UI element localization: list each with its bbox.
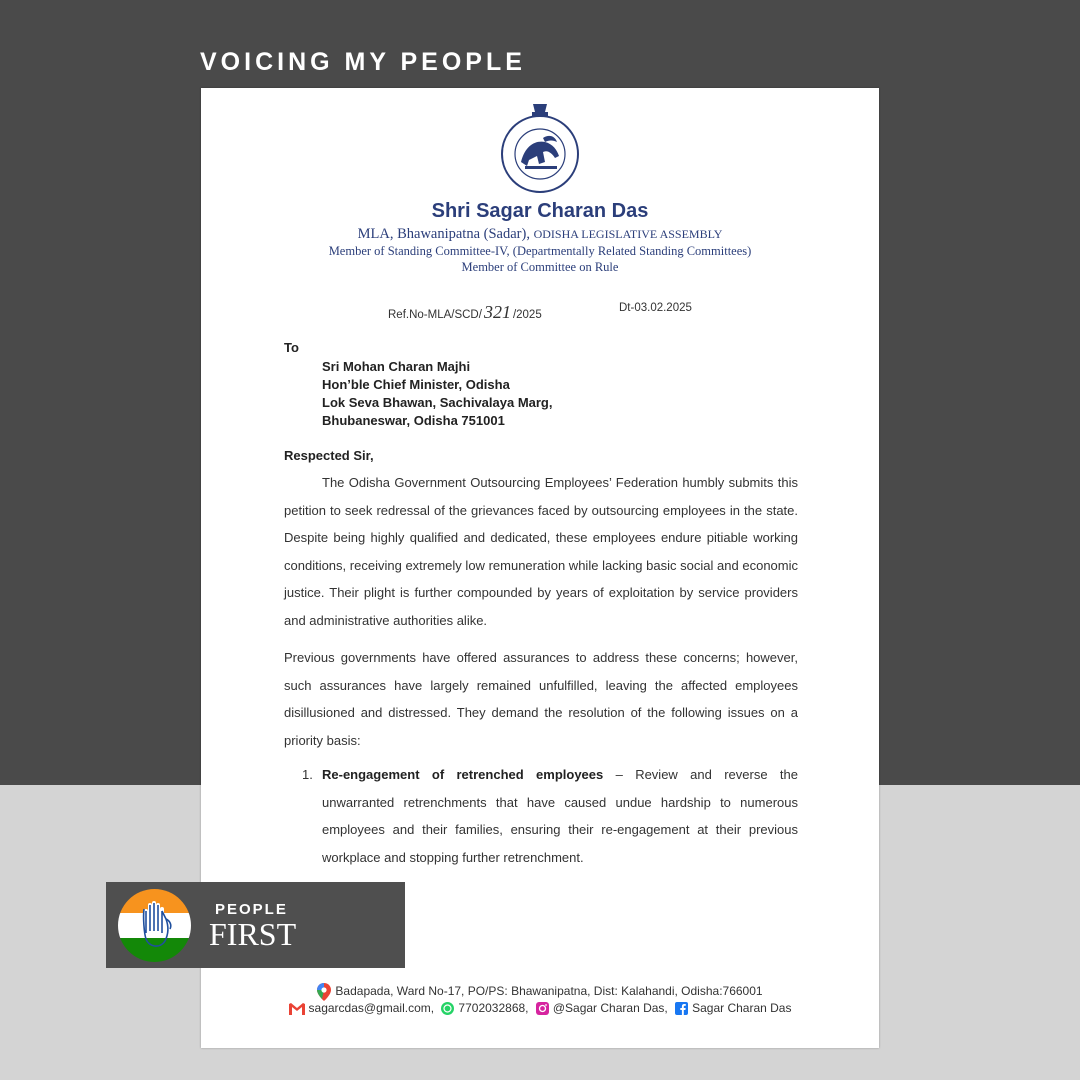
footer-facebook: Sagar Charan Das (692, 1001, 792, 1015)
list-item-number: 1. (302, 767, 313, 782)
salutation: Respected Sir, (284, 448, 374, 463)
to-label: To (284, 340, 299, 355)
paragraph-1: The Odisha Government Outsourcing Employees’ Federation humbly submits this petition to seek redressal of the grievances faced by outsourcing employees in the state. Despite being highly qualified and dedicated, these employees endure pitiable working conditions, receiving extremely low remuneration while lacking basic social and economic justice. Their plight is further compounded by years of exploitation by service providers and administrative authorities alike. (284, 475, 798, 628)
footer-address (201, 983, 879, 1001)
reference-number (388, 302, 542, 323)
sender-name: Shri Sagar Charan Das (431, 200, 649, 222)
people-first-badge (106, 882, 405, 968)
footer-instagram: @Sagar Charan Das, (552, 1001, 668, 1015)
recipient-line: Hon’ble Chief Minister, Odisha (322, 377, 510, 392)
list-item-title: Re-engagement of retrenched employees (322, 767, 604, 782)
paragraph-2: Previous governments have offered assurances to address these concerns; however, such assurances have largely remained unfulfilled, leaving the affected employees disillusioned and distressed. They demand the resolution of the following issues on a priority basis: (284, 650, 798, 748)
badge-big-text: FIRST (209, 916, 297, 952)
reference-handwritten-number: 321 (483, 302, 511, 322)
odisha-emblem-icon (499, 102, 581, 194)
hand-symbol-logo-icon (118, 889, 191, 962)
reference-suffix: /2025 (512, 309, 542, 321)
footer-address-text: Badapada, Ward No-17, PO/PS: Bhawanipatna, Dist: Kalahandi, Odisha:766001 (335, 984, 763, 999)
designation-main: MLA, Bhawanipatna (Sadar), (357, 226, 530, 242)
location-pin-icon (317, 983, 331, 1001)
reference-prefix: Ref.No-MLA/SCD/ (388, 309, 482, 321)
list-item (322, 761, 798, 871)
letter-date: Dt-03.02.2025 (619, 302, 692, 314)
sender-designation (201, 226, 879, 243)
badge-small-text: PEOPLE (215, 901, 288, 918)
committee-on-rule: Member of Committee on Rule (461, 260, 619, 274)
list-item-text: – Review and reverse the unwarranted retrenchments that have caused undue hardship to numerous employees and their families, ensuring their re-engagement at their previous workplace and stopping further retrenchment. (322, 767, 798, 865)
whatsapp-icon (441, 1002, 454, 1015)
facebook-icon (675, 1002, 688, 1015)
footer-email: sagarcdas@gmail.com, (308, 1001, 435, 1015)
gmail-icon (289, 1003, 305, 1015)
recipient-address (322, 358, 553, 430)
recipient-line: Sri Mohan Charan Majhi (322, 359, 471, 374)
recipient-line: Bhubaneswar, Odisha 751001 (322, 413, 505, 428)
footer-contacts (201, 1001, 879, 1015)
footer-phone: 7702032868, (458, 1001, 529, 1015)
committee-membership: Member of Standing Committee-IV, (Departmentally Related Standing Committees) (328, 244, 752, 258)
banner-title: VOICING MY PEOPLE (200, 48, 526, 76)
recipient-line: Lok Seva Bhawan, Sachivalaya Marg, (322, 395, 553, 410)
instagram-icon (536, 1002, 549, 1015)
designation-assembly: ODISHA LEGISLATIVE ASSEMBLY (533, 227, 723, 241)
